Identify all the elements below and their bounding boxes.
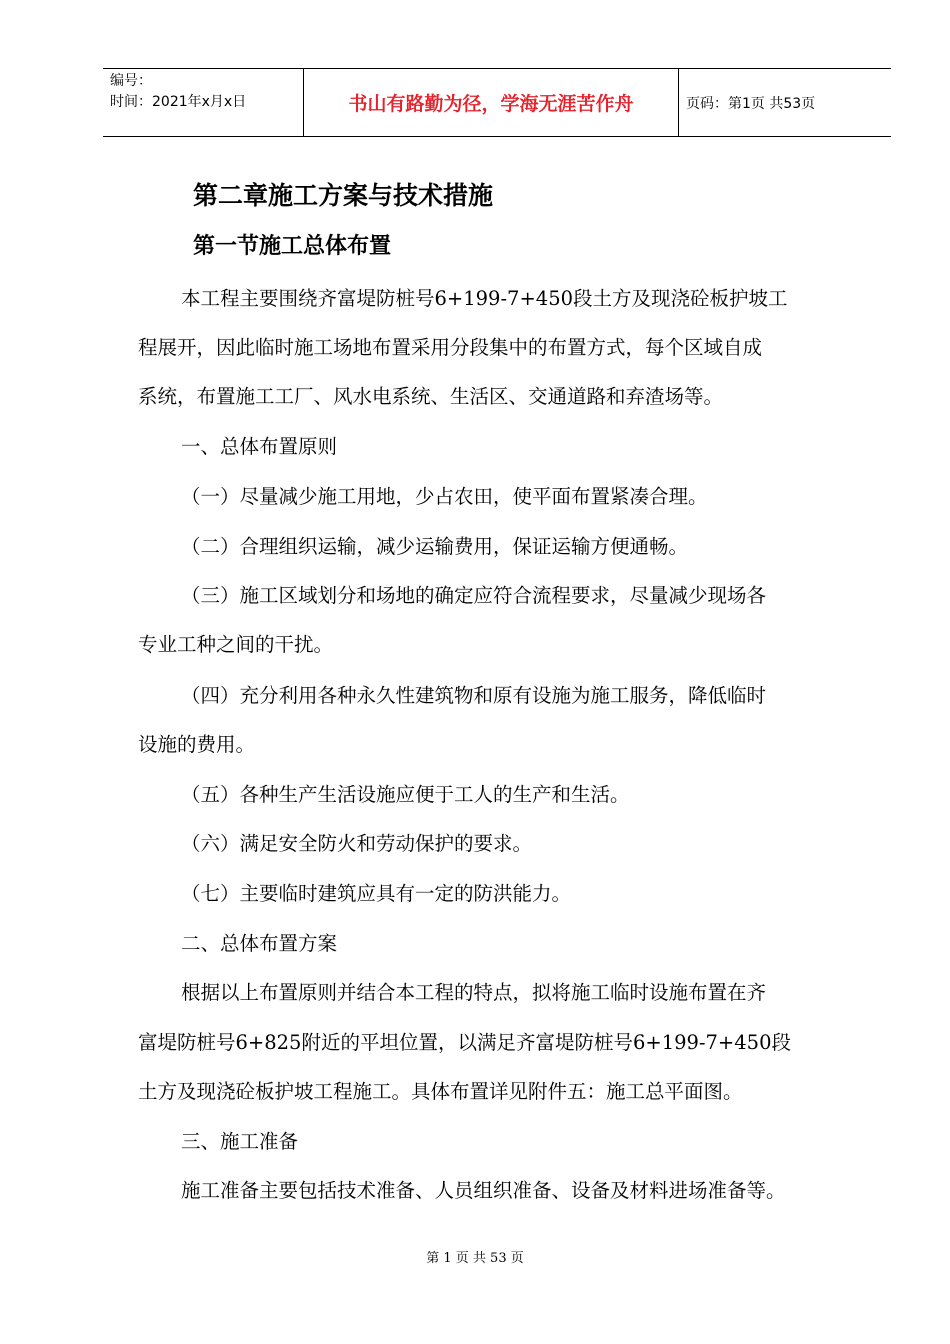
header-meta	[110, 71, 246, 113]
body-line: （二）合理组织运输，减少运输费用，保证运输方便通畅。	[181, 535, 689, 558]
body-line: 三、施工准备	[181, 1130, 299, 1153]
time-label: 时间：2021年x月x日	[110, 94, 247, 110]
body-line: 本工程主要围绕齐富堤防桩号6+199-7+450段土方及现浇砼板护坡工	[181, 287, 788, 310]
body-line: （一）尽量减少施工用地，少占农田，使平面布置紧凑合理。	[181, 485, 708, 508]
body-line: 二、总体布置方案	[181, 932, 338, 955]
body-line: 程展开，因此临时施工场地布置采用分段集中的布置方式，每个区域自成	[138, 336, 763, 359]
body-line: （四）充分利用各种永久性建筑物和原有设施为施工服务，降低临时	[181, 684, 767, 707]
body-line: 施工准备主要包括技术准备、人员组织准备、设备及材料进场准备等。	[181, 1179, 786, 1202]
body-line: 富堤防桩号6+825附近的平坦位置，以满足齐富堤防桩号6+199-7+450段	[138, 1031, 791, 1054]
header-motto: 书山有路勤为径，学海无涯苦作舟	[348, 93, 634, 115]
body-line: 专业工种之间的干扰。	[138, 633, 334, 656]
body-line: 一、总体布置原则	[181, 435, 338, 458]
body-line: 根据以上布置原则并结合本工程的特点，拟将施工临时设施布置在齐	[181, 981, 767, 1004]
body-line: 设施的费用。	[138, 733, 256, 756]
body-line: （六）满足安全防火和劳动保护的要求。	[181, 832, 533, 855]
header-page-label: 页码：第1页 共53页	[686, 95, 816, 112]
body-line: 系统，布置施工工厂、风水电系统、生活区、交通道路和弃渣场等。	[138, 385, 724, 408]
chapter-title: 第二章施工方案与技术措施	[193, 181, 494, 210]
body-line: （三）施工区域划分和场地的确定应符合流程要求，尽量减少现场各	[181, 584, 767, 607]
body-line: （七）主要临时建筑应具有一定的防洪能力。	[181, 882, 572, 905]
header-divider	[678, 69, 679, 136]
page-header	[103, 68, 891, 137]
body-line: （五）各种生产生活设施应便于工人的生产和生活。	[181, 783, 630, 806]
page-footer: 第 1 页 共 53 页	[426, 1251, 524, 1266]
section-title: 第一节施工总体布置	[193, 234, 392, 259]
body-line: 土方及现浇砼板护坡工程施工。具体布置详见附件五：施工总平面图。	[138, 1080, 743, 1103]
number-label: 编号：	[110, 73, 152, 89]
